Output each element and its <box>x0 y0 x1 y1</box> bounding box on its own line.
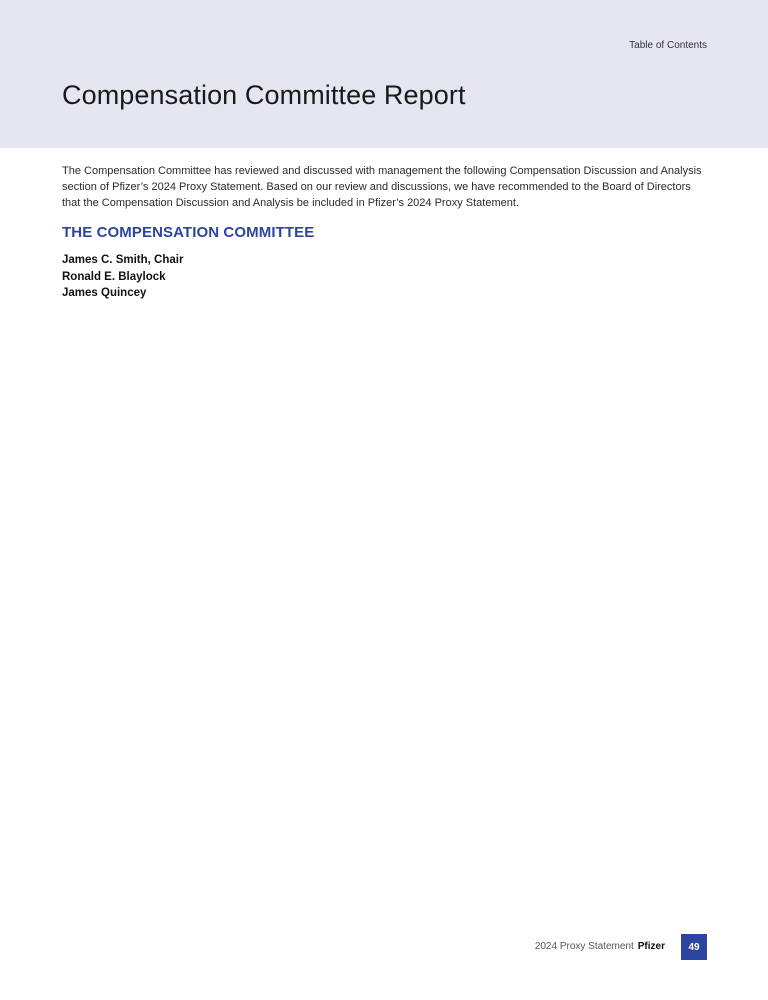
table-of-contents-link[interactable]: Table of Contents <box>629 40 707 51</box>
committee-members-list <box>62 252 183 302</box>
footer-statement-text: 2024 Proxy Statement <box>534 941 634 952</box>
footer-brand: Pfizer <box>637 941 665 952</box>
intro-paragraph: The Compensation Committee has reviewed and discussed with management the following Compensation Discussion and Analysis section of Pfizer’s 2024 Proxy Statement. Based on our review and discussions, we have recommended to the Board of Directors that the Compensation Discussion and Analysis be included in Pfizer’s 2024 Proxy Statement. <box>62 165 702 209</box>
header-band <box>0 0 768 148</box>
committee-member: James C. Smith, Chair <box>62 254 184 266</box>
committee-member: Ronald E. Blaylock <box>62 270 166 283</box>
committee-member: James Quincey <box>62 287 147 299</box>
footer-label <box>535 941 665 952</box>
committee-heading: THE COMPENSATION COMMITTEE <box>62 224 315 241</box>
page-number-badge: 49 <box>681 934 707 960</box>
page-title: Compensation Committee Report <box>62 80 466 110</box>
